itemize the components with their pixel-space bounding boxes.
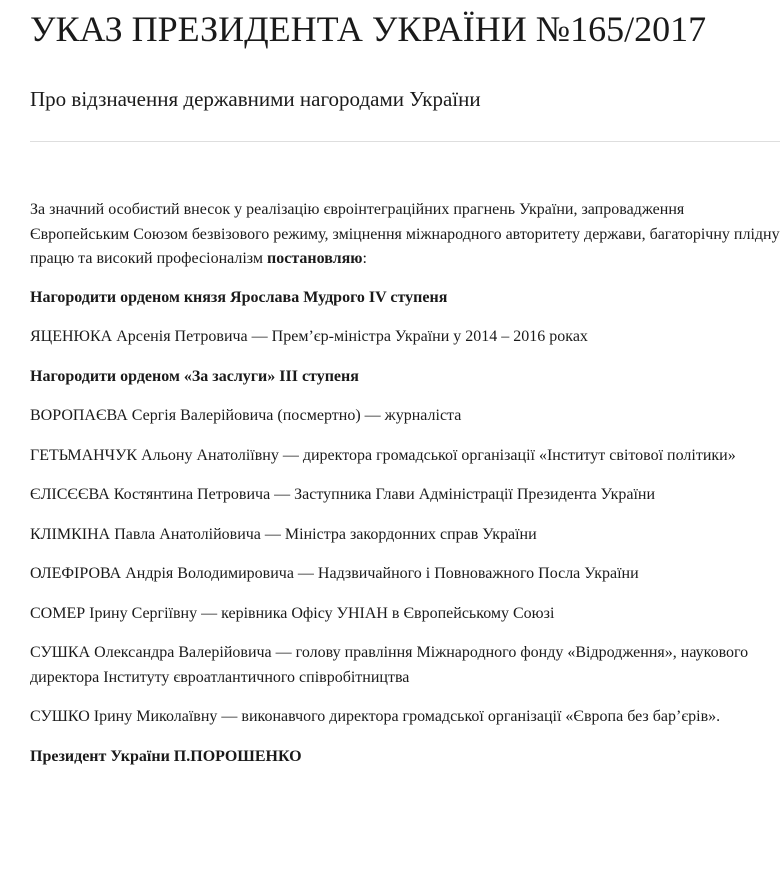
intro-paragraph [30,198,780,272]
award-heading-merit: Нагородити орденом «За заслуги» III ступеня [30,367,359,385]
recipient-item: СУШКО Ірину Миколаївну — виконавчого директора громадської організації «Європа без бар’єрів». [30,708,721,725]
recipient-item: СУШКА Олександра Валерійовича — голову правління Міжнародного фонду «Відродження», наукового директора Інституту євроатлантичного співробітництва [30,644,749,686]
award-heading-yaroslav: Нагородити орденом князя Ярослава Мудрого IV ступеня [30,288,448,306]
page-subtitle: Про відзначення державними нагородами України [30,87,481,111]
recipient-item: ЄЛІСЄЄВА Костянтина Петровича — Заступника Глави Адміністрації Президента України [30,486,656,503]
recipient-item: СОМЕР Ірину Сергіївну — керівника Офісу УНІАН в Європейському Союзі [30,604,555,622]
page-title: УКАЗ ПРЕЗИДЕНТА УКРАЇНИ №165/2017 [30,9,707,49]
intro-text: За значний особистий внесок у реалізацію євроінтеграційних прагнень України, запровадження Європейським Союзом безвізового режиму, зміцнення міжнародного авторитету держави, багаторічну плідну працю та високий професіоналізм [30,201,780,267]
recipient-item: ГЕТЬМАНЧУК Альону Анатоліївну — директора громадської організації «Інститут світової політики» [30,446,736,464]
signature: Президент України П.ПОРОШЕНКО [30,747,302,765]
decree-body [30,198,780,784]
decree-word: постановляю [267,250,363,267]
intro-colon: : [362,250,367,267]
divider [30,141,780,142]
recipient-item: КЛІМКІНА Павла Анатолійовича — Міністра закордонних справ України [30,525,537,543]
recipient-item: ОЛЕФІРОВА Андрія Володимировича — Надзвичайного і Повноважного Посла України [30,565,639,582]
recipient-item: ЯЦЕНЮКА Арсенія Петровича — Прем’єр-міністра України у 2014 – 2016 роках [30,328,588,345]
recipient-item: ВОРОПАЄВА Сергія Валерійовича (посмертно) — журналіста [30,407,462,424]
